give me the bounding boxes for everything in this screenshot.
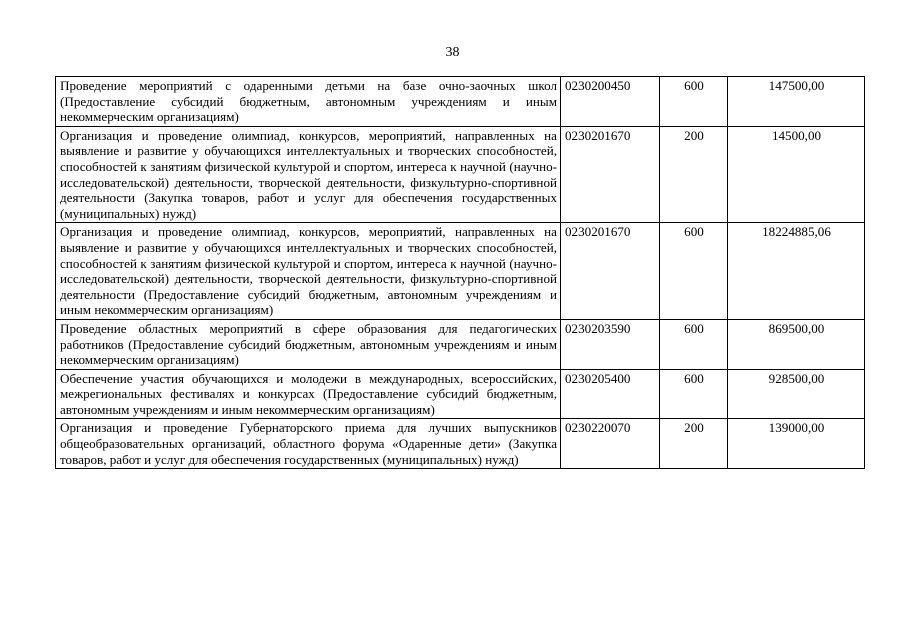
row-type: 600 <box>660 77 728 127</box>
row-amount: 928500,00 <box>728 369 865 419</box>
row-description: Проведение мероприятий с одаренными детьми на базе очно-заочных школ (Предоставление субсидий бюджетным, автономным учреждениям и иным некоммерческим организациям) <box>56 77 561 127</box>
row-type: 600 <box>660 223 728 320</box>
row-amount: 14500,00 <box>728 126 865 223</box>
row-description: Обеспечение участия обучающихся и молодежи в международных, всероссийских, межрегиональных фестивалях и конкурсах (Предоставление субсидий бюджетным, автономным учреждениям и иным некоммерческим организациям) <box>56 369 561 419</box>
row-amount: 139000,00 <box>728 419 865 469</box>
page-number: 38 <box>445 45 460 60</box>
table-row <box>56 126 865 223</box>
table-row <box>56 223 865 320</box>
row-amount: 147500,00 <box>728 77 865 127</box>
row-code: 0230201670 <box>561 223 660 320</box>
row-code: 0230220070 <box>561 419 660 469</box>
row-type: 200 <box>660 126 728 223</box>
row-type: 600 <box>660 369 728 419</box>
table-row <box>56 319 865 369</box>
row-description: Организация и проведение олимпиад, конкурсов, мероприятий, направленных на выявление и развитие у обучающихся интеллектуальных и творческих способностей, способностей к занятиям физической культурой и спортом, интереса к научной (научно-исследовательской) деятельности, творческой деятельности, физкультурно-спортивной деятельности (Закупка товаров, работ и услуг для обеспечения государственных (муниципальных) нужд) <box>56 126 561 223</box>
row-code: 0230201670 <box>561 126 660 223</box>
row-amount: 869500,00 <box>728 319 865 369</box>
row-code: 0230205400 <box>561 369 660 419</box>
row-description: Организация и проведение олимпиад, конкурсов, мероприятий, направленных на выявление и развитие у обучающихся интеллектуальных и творческих способностей, способностей к занятиям физической культурой и спортом, интереса к научной (научно-исследовательской) деятельности, творческой деятельности, физкультурно-спортивной деятельности (Предоставление субсидий бюджетным, автономным учреждениям и иным некоммерческим организациям) <box>56 223 561 320</box>
table-row <box>56 369 865 419</box>
row-type: 200 <box>660 419 728 469</box>
row-code: 0230203590 <box>561 319 660 369</box>
budget-table <box>55 76 865 469</box>
row-description: Проведение областных мероприятий в сфере образования для педагогических работников (Предоставление субсидий бюджетным, автономным учреждениям и иным некоммерческим организациям) <box>56 319 561 369</box>
row-amount: 18224885,06 <box>728 223 865 320</box>
table-row <box>56 77 865 127</box>
row-description: Организация и проведение Губернаторского приема для лучших выпускников общеобразовательных организаций, областного форума «Одаренные дети» (Закупка товаров, работ и услуг для обеспечения государственных (муниципальных) нужд) <box>56 419 561 469</box>
row-code: 0230200450 <box>561 77 660 127</box>
row-type: 600 <box>660 319 728 369</box>
table-row <box>56 419 865 469</box>
